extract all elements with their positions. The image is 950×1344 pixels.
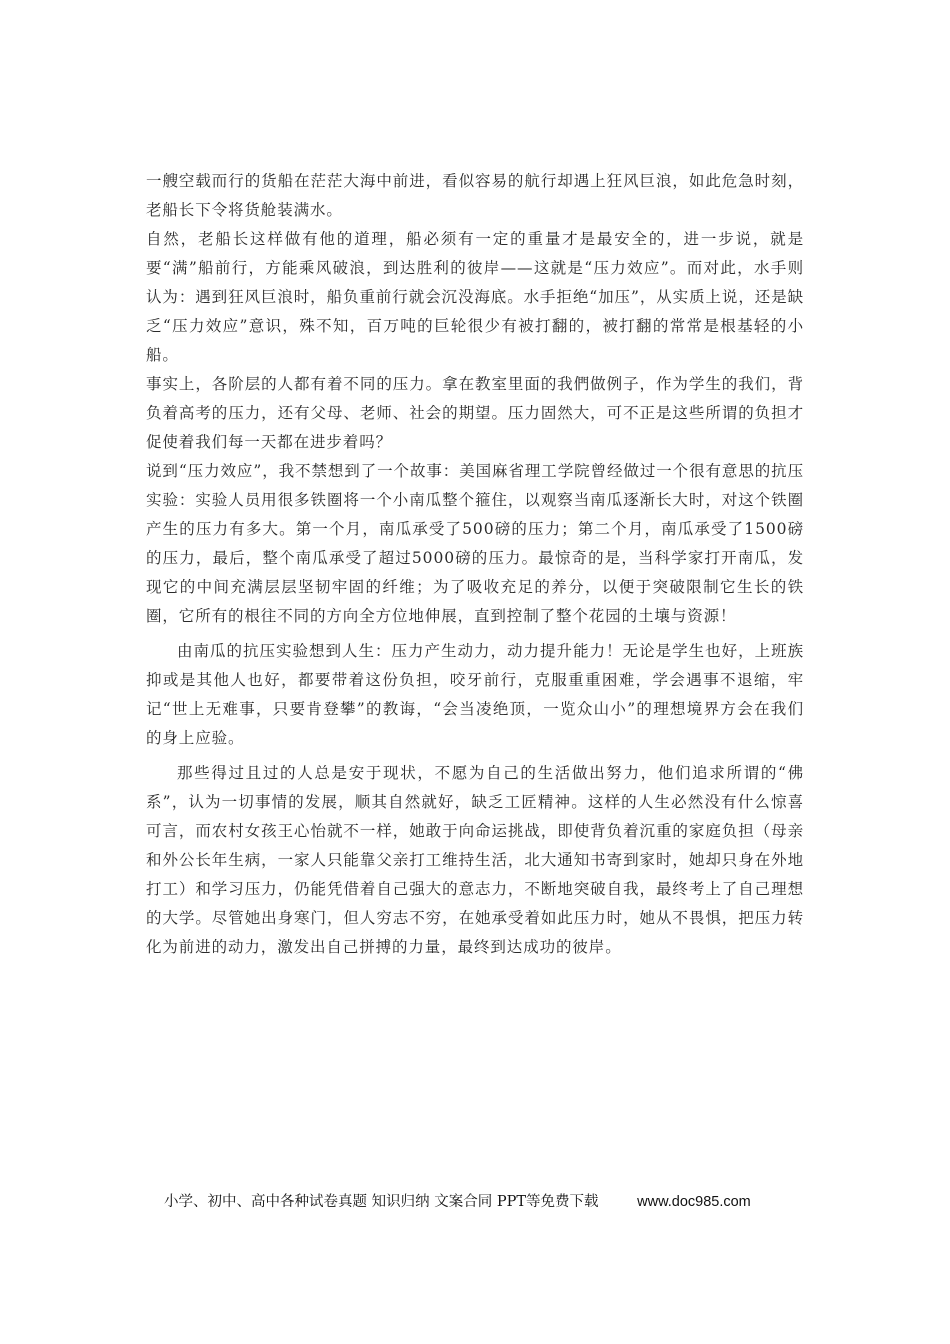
footer-text: 小学、初中、高中各种试卷真题 知识归纳 文案合同 PPT等免费下载	[164, 1194, 599, 1210]
essay-body	[146, 167, 804, 962]
footer-url[interactable]: www.doc985.com	[637, 1194, 751, 1210]
paragraph-6: 那些得过且过的人总是安于现状，不愿为自己的生活做出努力，他们追求所谓的“佛系”，认为一切事情的发展，顺其自然就好，缺乏工匠精神。这样的人生必然没有什么惊喜可言，而农村女孩王心怡就不一样，她敢于向命运挑战，即使背负着沉重的家庭负担（母亲和外公长年生病，一家人只能靠父亲打工维持生活，北大通知书寄到家时，她却只身在外地打工）和学习压力，仍能凭借着自己强大的意志力，不断地突破自我，最终考上了自己理想的大学。尽管她出身寒门，但人穷志不穷，在她承受着如此压力时，她从不畏惧，把压力转化为前进的动力，激发出自己拼搏的力量，最终到达成功的彼岸。	[146, 764, 804, 956]
paragraph-2: 自然，老船长这样做有他的道理，船必须有一定的重量才是最安全的，进一步说，就是要“满”船前行，方能乘风破浪，到达胜利的彼岸——这就是“压力效应”。而对此，水手则认为：遇到狂风巨浪时，船负重前行就会沉没海底。水手拒绝“加压”，从实质上说，还是缺乏“压力效应”意识，殊不知，百万吨的巨轮很少有被打翻的，被打翻的常常是根基轻的小船。	[146, 230, 804, 364]
paragraph-3: 事实上，各阶层的人都有着不同的压力。拿在教室里面的我們做例子，作为学生的我们，背负着高考的压力，还有父母、老师、社会的期望。压力固然大，可不正是这些所谓的负担才促使着我们每一天都在进步着吗？	[146, 375, 804, 451]
paragraph-5: 由南瓜的抗压实验想到人生：压力产生动力，动力提升能力！无论是学生也好，上班族抑或是其他人也好，都要带着这份负担，咬牙前行，克服重重困难，学会遇事不退缩，牢记“世上无难事，只要肯登攀”的教诲，“会当凌绝顶，一览众山小”的理想境界方会在我们的身上应验。	[146, 642, 804, 747]
page-footer	[164, 1190, 804, 1211]
paragraph-4: 说到“压力效应”，我不禁想到了一个故事：美国麻省理工学院曾经做过一个很有意思的抗压实验：实验人员用很多铁圈将一个小南瓜整个箍住，以观察当南瓜逐渐长大时，对这个铁圈产生的压力有多大。第一个月，南瓜承受了500磅的压力；第二个月，南瓜承受了1500磅的压力，最后，整个南瓜承受了超过5000磅的压力。最惊奇的是，当科学家打开南瓜，发现它的中间充满层层坚韧牢固的纤维；为了吸收充足的养分，以便于突破限制它生长的铁圈，它所有的根往不同的方向全方位地伸展，直到控制了整个花园的土壤与资源！	[146, 462, 804, 625]
paragraph-1: 一艘空载而行的货船在茫茫大海中前进，看似容易的航行却遇上狂风巨浪，如此危急时刻，老船长下令将货舱装满水。	[146, 172, 804, 219]
